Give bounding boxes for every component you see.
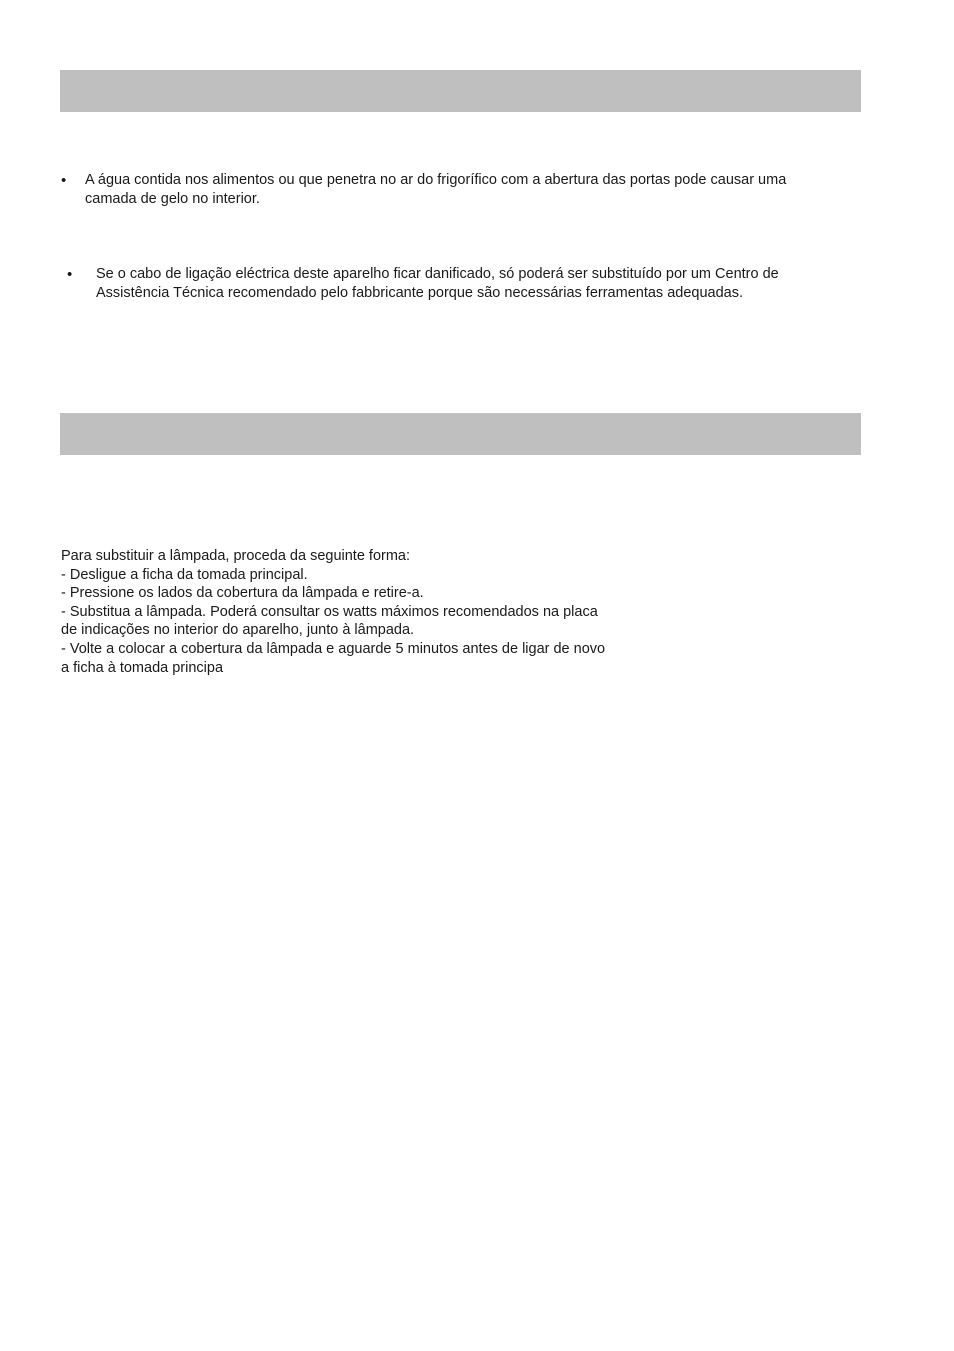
- bullet-item-power-cable: [67, 265, 867, 303]
- bullet-text: [96, 265, 867, 303]
- instruction-line: - Substitua a lâmpada. Poderá consultar os watts máximos recomendados na placa: [61, 603, 598, 620]
- bullet-text: [85, 171, 866, 209]
- instruction-line: - Volte a colocar a cobertura da lâmpada e aguarde 5 minutos antes de ligar de novo: [61, 640, 606, 657]
- instructions-intro: Para substituir a lâmpada, proceda da seguinte forma:: [61, 548, 411, 564]
- bullet-item-ice: [60, 171, 866, 209]
- bullet-line: Se o cabo de ligação eléctrica deste aparelho ficar danificado, só poderá ser substituído por um Centro de: [96, 266, 779, 282]
- bullet-line: Assistência Técnica recomendado pelo fabbricante porque são necessárias ferramentas adequadas.: [96, 285, 743, 301]
- instruction-line: - Pressione os lados da cobertura da lâmpada e retire-a.: [61, 585, 424, 602]
- bullet-line: A água contida nos alimentos ou que penetra no ar do frigorífico com a abertura das portas pode causar uma: [85, 172, 787, 188]
- bullet-icon: •: [67, 266, 73, 283]
- section-heading-bar: [60, 70, 861, 112]
- lamp-replacement-instructions: [61, 547, 701, 677]
- bullet-line: camada de gelo no interior.: [85, 191, 260, 207]
- instruction-line: a ficha à tomada principa: [61, 659, 224, 676]
- instruction-line: de indicações no interior do aparelho, junto à lâmpada.: [61, 622, 415, 639]
- section-heading-bar: [60, 413, 861, 455]
- bullet-icon: •: [61, 172, 67, 189]
- instruction-line: - Desligue a ficha da tomada principal.: [61, 566, 308, 583]
